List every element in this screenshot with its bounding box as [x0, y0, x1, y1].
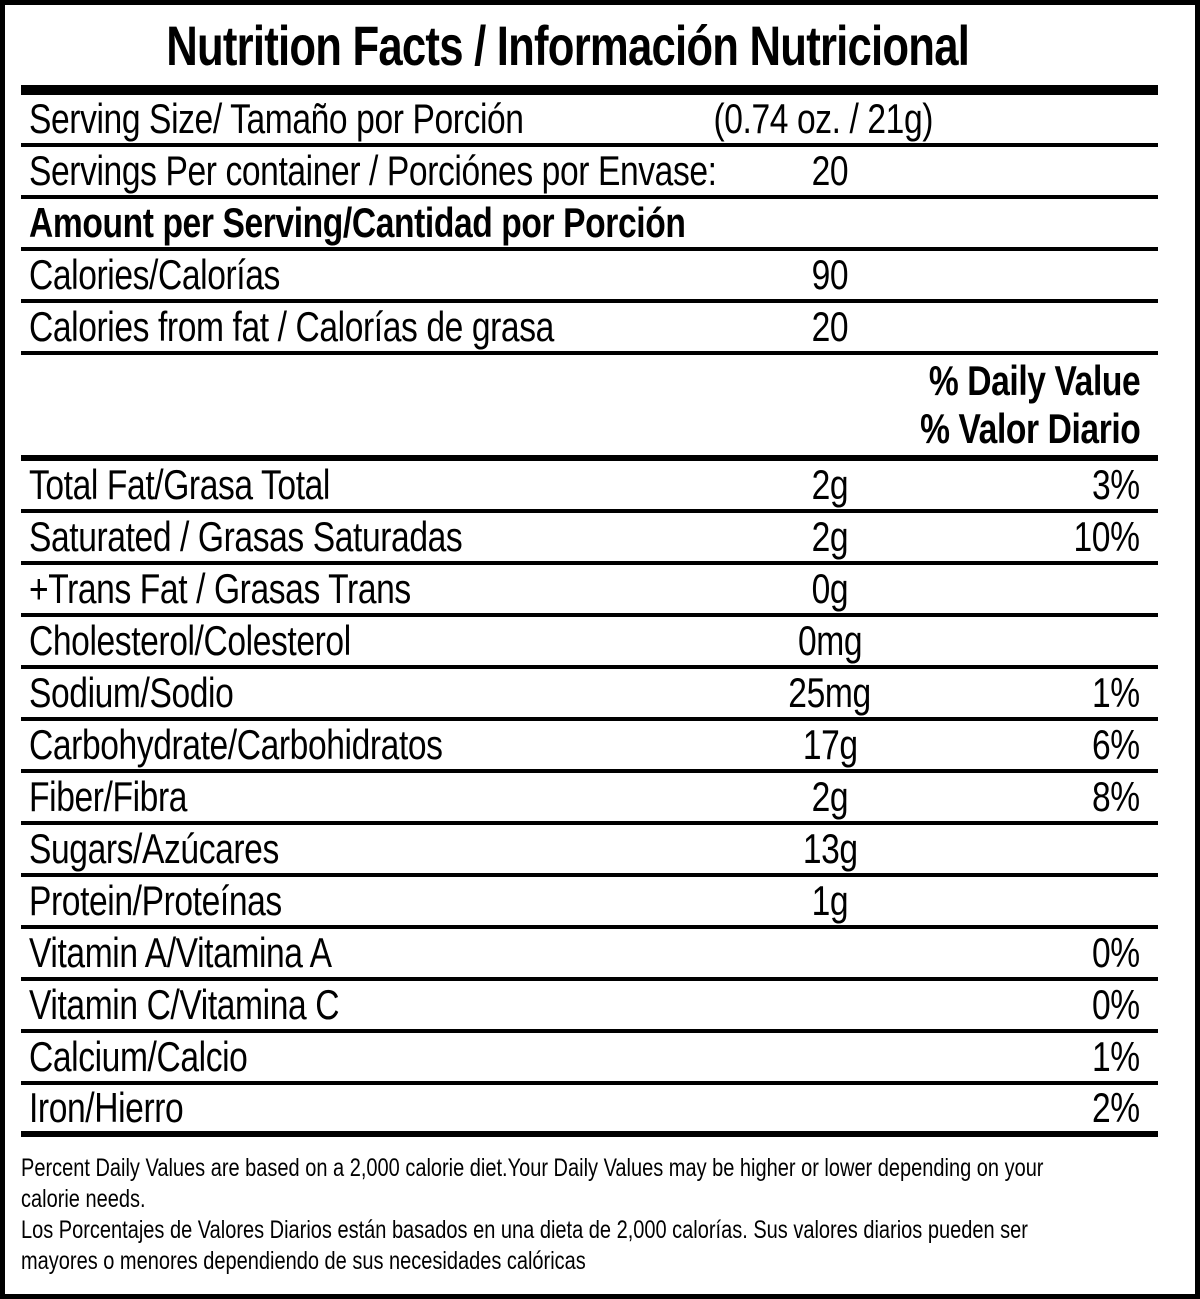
row-serving-size-tama-o-por-porci-n — [21, 95, 1158, 147]
nutrient-percent: 2% — [1092, 1084, 1140, 1131]
nutrient-amount: 20 — [811, 303, 849, 350]
row-calories-from-fat-calor-as-de-grasa — [21, 303, 1158, 355]
row-vitamin-a-vitamina-a — [21, 929, 1158, 981]
nutrient-percent: 0% — [1092, 929, 1140, 976]
daily-value-header-en-row — [21, 357, 1158, 405]
nutrient-percent-cell — [960, 632, 1158, 650]
row-trans-fat-grasas-trans — [21, 565, 1158, 617]
nutrient-rows — [21, 461, 1158, 1137]
nutrient-label: Calcium/Calcio — [29, 1033, 248, 1080]
nutrient-label: +Trans Fat / Grasas Trans — [29, 565, 411, 612]
nutrient-amount: 1g — [811, 877, 849, 924]
daily-value-header-es-row — [21, 405, 1158, 453]
nutrient-percent-cell — [960, 929, 1158, 977]
nutrient-percent-cell — [960, 721, 1158, 769]
row-cholesterol-colesterol — [21, 617, 1158, 669]
nutrient-label-cell — [21, 147, 717, 195]
footnote-line-2: calorie needs. — [21, 1185, 146, 1213]
nutrient-percent-cell — [960, 513, 1158, 561]
row-iron-hierro — [21, 1085, 1158, 1137]
nutrient-amount: 0mg — [797, 617, 863, 664]
nutrient-amount-cell — [700, 877, 960, 925]
nutrient-amount-cell — [700, 214, 960, 232]
nutrient-percent-cell — [960, 840, 1158, 858]
nutrient-percent-cell — [960, 580, 1158, 598]
nutrient-label-cell — [21, 199, 700, 247]
row-calories-calor-as — [21, 251, 1158, 303]
nutrient-percent-cell — [960, 669, 1158, 717]
nutrient-label-cell — [21, 721, 700, 769]
nutrient-amount: 0g — [811, 565, 849, 612]
daily-value-header-block — [21, 355, 1158, 461]
nutrient-label-cell — [21, 773, 700, 821]
row-carbohydrate-carbohidratos — [21, 721, 1158, 773]
nutrient-label-cell — [21, 929, 700, 977]
row-servings-per-container-porci-nes-por-env — [21, 147, 1158, 199]
nutrient-amount: 90 — [811, 251, 849, 298]
nutrient-percent-cell — [960, 461, 1158, 509]
nutrient-percent-cell — [960, 1084, 1158, 1132]
nutrient-label: Amount per Serving/Cantidad por Porción — [29, 199, 686, 246]
nutrient-label: Serving Size/ Tamaño por Porción — [29, 95, 524, 142]
nutrient-label-cell — [21, 877, 700, 925]
row-amount-per-serving-cantidad-por-porci-n — [21, 199, 1158, 251]
nutrient-label: Vitamin A/Vitamina A — [29, 929, 332, 976]
nutrient-label: Carbohydrate/Carbohidratos — [29, 721, 443, 768]
nutrient-percent: 1% — [1092, 1033, 1140, 1080]
nutrient-percent-cell — [960, 318, 1158, 336]
nutrient-percent: 3% — [1092, 461, 1140, 508]
nutrient-label: Fiber/Fibra — [29, 773, 188, 820]
row-vitamin-c-vitamina-c — [21, 981, 1158, 1033]
daily-value-header-es: % Valor Diario — [919, 405, 1140, 452]
nutrient-amount-cell — [686, 95, 961, 143]
nutrient-amount-cell — [700, 303, 960, 351]
nutrient-amount: 2g — [811, 461, 849, 508]
row-fiber-fibra — [21, 773, 1158, 825]
nutrient-label-cell — [21, 513, 700, 561]
nutrient-percent: 10% — [1073, 513, 1140, 560]
nutrient-amount: (0.74 oz. / 21g) — [712, 95, 933, 142]
nutrient-amount-cell — [700, 147, 960, 195]
nutrient-label: Sugars/Azúcares — [29, 825, 279, 872]
nutrient-label: Calories/Calorías — [29, 251, 280, 298]
nutrient-amount-cell — [700, 721, 960, 769]
row-sugars-az-cares — [21, 825, 1158, 877]
nutrient-label: Total Fat/Grasa Total — [29, 461, 330, 508]
nutrient-label: Calories from fat / Calorías de grasa — [29, 303, 554, 350]
nutrient-label-cell — [21, 1084, 700, 1132]
nutrient-percent-cell — [960, 773, 1158, 821]
nutrient-label-cell — [21, 825, 700, 873]
nutrient-amount-cell — [700, 461, 960, 509]
nutrient-label: Protein/Proteínas — [29, 877, 282, 924]
nutrient-amount-cell — [700, 996, 960, 1014]
nutrient-label: Sodium/Sodio — [29, 669, 234, 716]
nutrient-label: Iron/Hierro — [29, 1084, 184, 1131]
nutrient-label: Vitamin C/Vitamina C — [29, 981, 340, 1028]
row-calcium-calcio — [21, 1033, 1158, 1085]
nutrient-amount-cell — [700, 773, 960, 821]
label-header — [5, 5, 1195, 85]
nutrient-amount: 13g — [802, 825, 858, 872]
nutrient-amount-cell — [700, 565, 960, 613]
label-title: Nutrition Facts / Información Nutricional — [166, 13, 970, 77]
nutrient-amount-cell — [700, 251, 960, 299]
nutrient-percent-cell — [960, 214, 1158, 232]
nutrient-amount: 2g — [811, 773, 849, 820]
nutrient-amount: 20 — [811, 147, 849, 194]
serving-info-rows — [21, 95, 1158, 355]
nutrient-amount-cell — [700, 825, 960, 873]
row-protein-prote-nas — [21, 877, 1158, 929]
nutrient-percent-cell — [960, 162, 1158, 180]
nutrient-label-cell — [21, 617, 700, 665]
nutrient-label: Saturated / Grasas Saturadas — [29, 513, 463, 560]
nutrient-percent: 0% — [1092, 981, 1140, 1028]
nutrient-label-cell — [21, 95, 686, 143]
nutrient-amount: 25mg — [788, 669, 872, 716]
nutrient-label-cell — [21, 981, 700, 1029]
nutrient-amount-cell — [700, 1048, 960, 1066]
nutrient-percent: 1% — [1092, 669, 1140, 716]
footnote — [5, 1137, 1195, 1277]
footnote-line-1: Percent Daily Values are based on a 2,000 calorie diet.Your Daily Values may be higher or lower depending on your — [21, 1154, 1044, 1182]
nutrient-label-cell — [21, 303, 700, 351]
nutrient-percent-cell — [960, 892, 1158, 910]
nutrient-percent: 8% — [1092, 773, 1140, 820]
nutrient-label: Cholesterol/Colesterol — [29, 617, 351, 664]
daily-value-header-en: % Daily Value — [928, 357, 1140, 404]
row-total-fat-grasa-total — [21, 461, 1158, 513]
row-sodium-sodio — [21, 669, 1158, 721]
nutrient-amount-cell — [700, 669, 960, 717]
header-divider-bar — [21, 85, 1158, 95]
nutrient-label-cell — [21, 1033, 700, 1081]
nutrient-label-cell — [21, 461, 700, 509]
nutrient-amount-cell — [700, 944, 960, 962]
footnote-line-4: mayores o menores dependiendo de sus necesidades calóricas — [21, 1247, 586, 1275]
nutrient-percent-cell — [960, 1033, 1158, 1081]
nutrient-percent-cell — [960, 266, 1158, 284]
nutrient-amount: 17g — [802, 721, 858, 768]
nutrient-label-cell — [21, 565, 700, 613]
nutrient-amount-cell — [700, 1099, 960, 1117]
nutrient-percent-cell — [960, 110, 1158, 128]
nutrient-amount-cell — [700, 617, 960, 665]
nutrient-label-cell — [21, 251, 700, 299]
row-saturated-grasas-saturadas — [21, 513, 1158, 565]
footnote-line-3: Los Porcentajes de Valores Diarios están basados en una dieta de 2,000 calorías. Sus valores diarios pueden ser — [21, 1216, 1028, 1244]
nutrient-percent: 6% — [1092, 721, 1140, 768]
nutrient-amount: 2g — [811, 513, 849, 560]
nutrient-label: Servings Per container / Porciónes por Envase: — [29, 147, 717, 194]
nutrient-amount-cell — [700, 513, 960, 561]
nutrient-percent-cell — [960, 981, 1158, 1029]
nutrient-label-cell — [21, 669, 700, 717]
